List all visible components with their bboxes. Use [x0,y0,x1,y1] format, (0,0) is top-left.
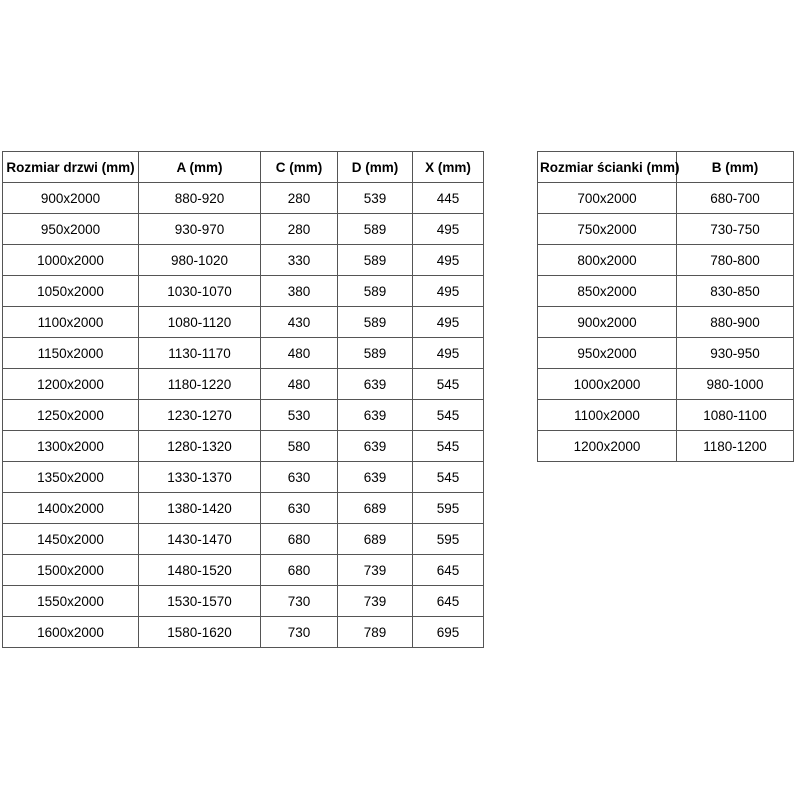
table-cell: 1380-1420 [139,493,261,524]
table-row [3,555,484,586]
table-cell: 980-1020 [139,245,261,276]
table-cell: 750x2000 [538,214,677,245]
table-cell: 689 [338,524,413,555]
table-cell: 545 [413,369,484,400]
column-header: X (mm) [413,152,484,183]
header-row [3,152,484,183]
table-cell: 645 [413,586,484,617]
table-cell: 495 [413,338,484,369]
table-row [3,617,484,648]
table-cell: 930-950 [677,338,794,369]
table-cell: 680 [261,555,338,586]
table-cell: 1480-1520 [139,555,261,586]
table-cell: 589 [338,307,413,338]
table-cell: 1150x2000 [3,338,139,369]
table-cell: 630 [261,493,338,524]
door-size-table [2,151,484,648]
table-cell: 595 [413,493,484,524]
table-cell: 280 [261,183,338,214]
table-cell: 900x2000 [538,307,677,338]
table-row [538,400,794,431]
table-cell: 800x2000 [538,245,677,276]
table-cell: 589 [338,276,413,307]
table-cell: 789 [338,617,413,648]
table-cell: 1530-1570 [139,586,261,617]
table-cell: 495 [413,245,484,276]
table-cell: 630 [261,462,338,493]
table-cell: 739 [338,586,413,617]
table-cell: 830-850 [677,276,794,307]
table-row [538,245,794,276]
table-cell: 1600x2000 [3,617,139,648]
table-row [538,338,794,369]
table-cell: 780-800 [677,245,794,276]
column-header: A (mm) [139,152,261,183]
table-cell: 639 [338,369,413,400]
table-cell: 730 [261,586,338,617]
table-cell: 880-900 [677,307,794,338]
table-cell: 1300x2000 [3,431,139,462]
table-row [538,369,794,400]
table-cell: 595 [413,524,484,555]
table-cell: 730 [261,617,338,648]
table-cell: 380 [261,276,338,307]
table-cell: 980-1000 [677,369,794,400]
table-cell: 539 [338,183,413,214]
table-row [3,369,484,400]
table-row [3,338,484,369]
table-cell: 545 [413,462,484,493]
table-row [3,431,484,462]
table-row [3,276,484,307]
table-cell: 1580-1620 [139,617,261,648]
table-cell: 1450x2000 [3,524,139,555]
table-cell: 1100x2000 [3,307,139,338]
table-cell: 1080-1100 [677,400,794,431]
table-cell: 1180-1220 [139,369,261,400]
table-cell: 1230-1270 [139,400,261,431]
table-cell: 850x2000 [538,276,677,307]
column-header: C (mm) [261,152,338,183]
table-cell: 1200x2000 [3,369,139,400]
table-cell: 330 [261,245,338,276]
table-cell: 639 [338,462,413,493]
table-row [3,524,484,555]
table-cell: 900x2000 [3,183,139,214]
table-row [538,276,794,307]
table-cell: 700x2000 [538,183,677,214]
table-cell: 1330-1370 [139,462,261,493]
table-row [538,183,794,214]
table-cell: 580 [261,431,338,462]
table-cell: 1500x2000 [3,555,139,586]
table-cell: 1350x2000 [3,462,139,493]
table-cell: 545 [413,400,484,431]
table-cell: 1000x2000 [538,369,677,400]
table-cell: 545 [413,431,484,462]
column-header: Rozmiar drzwi (mm) [3,152,139,183]
table-cell: 730-750 [677,214,794,245]
table-cell: 445 [413,183,484,214]
table-row [3,214,484,245]
table-cell: 1550x2000 [3,586,139,617]
table-cell: 680 [261,524,338,555]
wall-size-table [537,151,794,462]
header-row [538,152,794,183]
table-cell: 1030-1070 [139,276,261,307]
table-cell: 495 [413,307,484,338]
table-cell: 480 [261,338,338,369]
table-cell: 589 [338,245,413,276]
table-cell: 430 [261,307,338,338]
table-cell: 639 [338,431,413,462]
table-cell: 1280-1320 [139,431,261,462]
table-cell: 1430-1470 [139,524,261,555]
table-cell: 680-700 [677,183,794,214]
table-row [3,245,484,276]
table-cell: 1000x2000 [3,245,139,276]
table-cell: 950x2000 [538,338,677,369]
table-cell: 1400x2000 [3,493,139,524]
table-row [538,214,794,245]
table-cell: 645 [413,555,484,586]
table-row [538,307,794,338]
table-cell: 589 [338,214,413,245]
table-cell: 495 [413,276,484,307]
table-cell: 1130-1170 [139,338,261,369]
table-cell: 1250x2000 [3,400,139,431]
table-cell: 950x2000 [3,214,139,245]
table-row [3,493,484,524]
table-row [538,431,794,462]
table-cell: 930-970 [139,214,261,245]
table-cell: 1200x2000 [538,431,677,462]
table-cell: 689 [338,493,413,524]
table-row [3,400,484,431]
table-row [3,586,484,617]
table-cell: 480 [261,369,338,400]
table-cell: 1080-1120 [139,307,261,338]
table-row [3,183,484,214]
table-cell: 695 [413,617,484,648]
table-cell: 280 [261,214,338,245]
column-header: Rozmiar ścianki (mm) [538,152,677,183]
table-cell: 1180-1200 [677,431,794,462]
table-row [3,462,484,493]
table-cell: 880-920 [139,183,261,214]
table-cell: 1050x2000 [3,276,139,307]
table-cell: 639 [338,400,413,431]
table-cell: 530 [261,400,338,431]
column-header: D (mm) [338,152,413,183]
table-cell: 1100x2000 [538,400,677,431]
table-cell: 495 [413,214,484,245]
column-header: B (mm) [677,152,794,183]
table-cell: 739 [338,555,413,586]
table-cell: 589 [338,338,413,369]
table-row [3,307,484,338]
